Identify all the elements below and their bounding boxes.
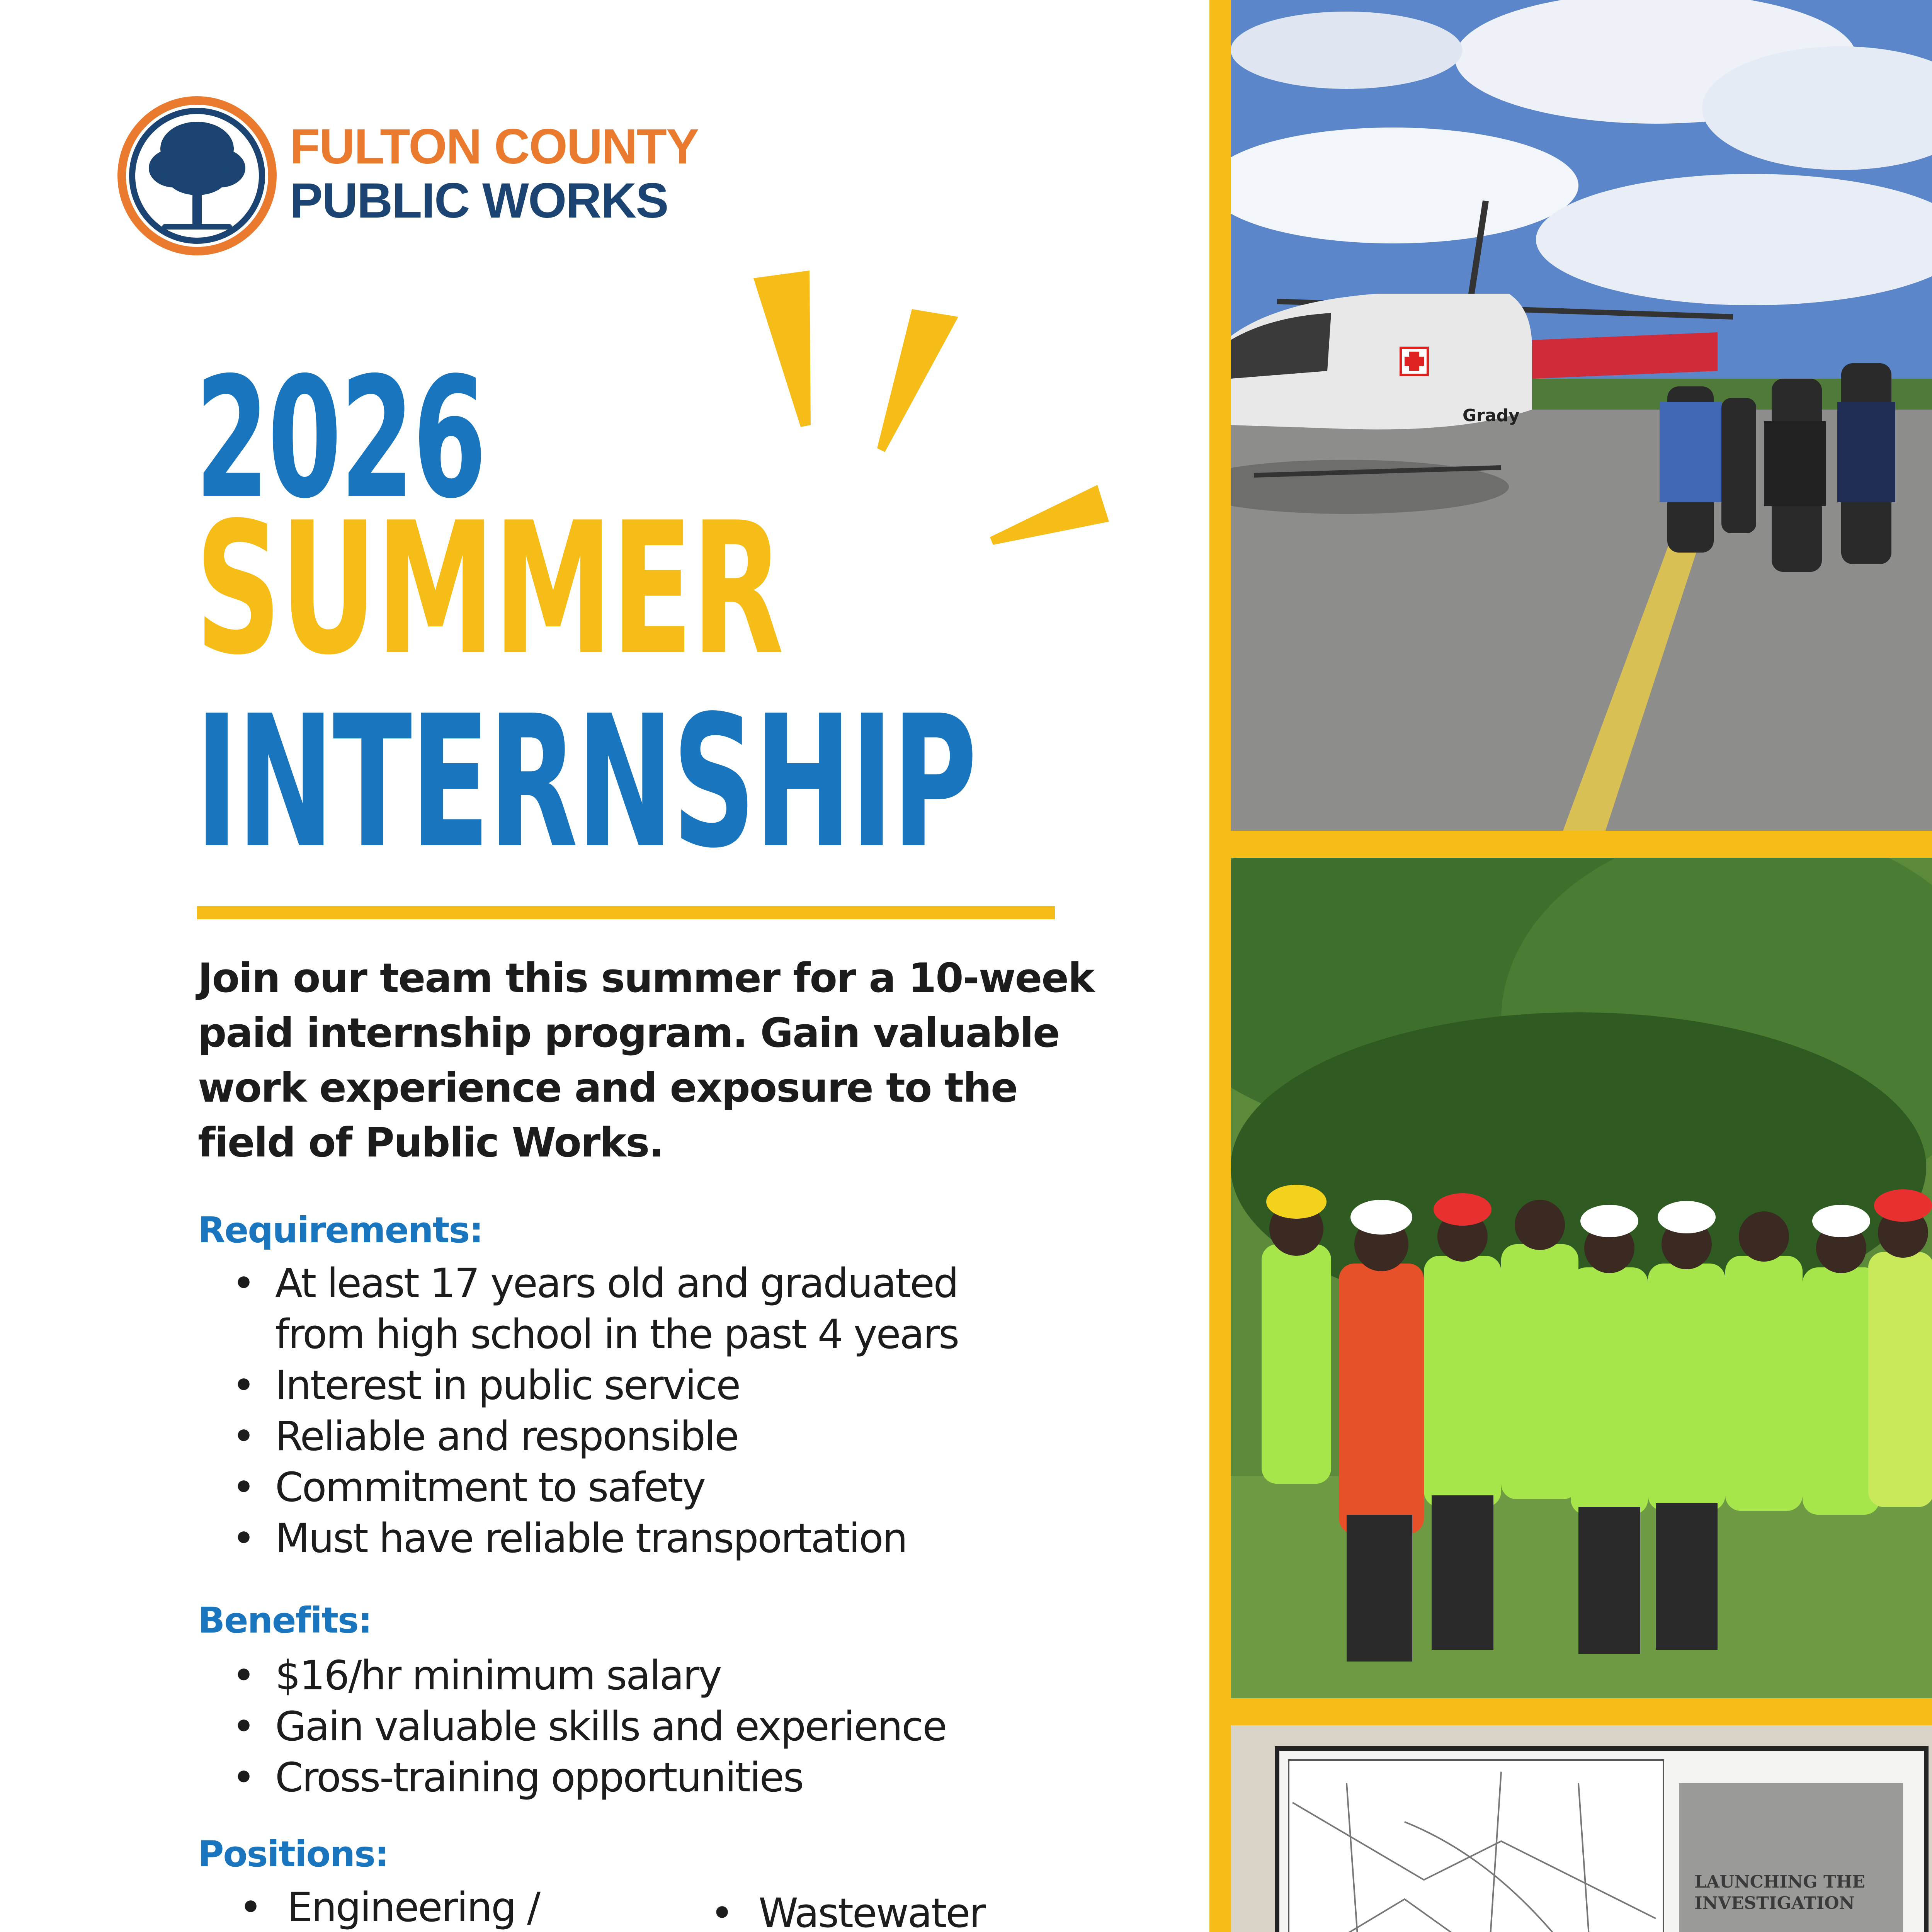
logo-line-1: FULTON COUNTY	[290, 119, 699, 174]
intro-line: work experience and exposure to the	[198, 1064, 1017, 1111]
benefits-heading: Benefits:	[198, 1600, 372, 1641]
list-item: • Interest in public service	[198, 1360, 958, 1411]
benefits-list	[198, 1650, 946, 1803]
positions-heading: Positions:	[198, 1833, 388, 1875]
intro-paragraph	[198, 951, 1137, 1170]
intro-line: field of Public Works.	[198, 1119, 663, 1166]
headline-underline	[197, 906, 1055, 919]
headline-internship: INTERNSHIP	[195, 677, 976, 888]
requirements-heading: Requirements:	[198, 1209, 483, 1251]
list-item: • Must have reliable transportation	[198, 1513, 958, 1564]
requirements-list	[198, 1258, 958, 1564]
positions-list-col-2	[710, 1888, 1088, 1932]
intro-line: paid internship program. Gain valuable	[198, 1009, 1060, 1056]
slide-title-line-2: INVESTIGATION	[1694, 1893, 1855, 1913]
list-item: • $16/hr minimum salary	[198, 1650, 946, 1701]
slide-title-line-1: LAUNCHING THE	[1694, 1872, 1865, 1892]
list-item: • At least 17 years old and graduated from high school in the past 4 years	[198, 1258, 958, 1360]
list-item: • Engineering /	[239, 1882, 633, 1932]
list-item: • Cross-training opportunities	[198, 1752, 946, 1803]
list-item: • Wastewater	[710, 1888, 1088, 1932]
intro-line: Join our team this summer for a 10-week	[198, 954, 1094, 1002]
photo-presentation	[1231, 1725, 1932, 1932]
positions-list-col-1	[239, 1882, 633, 1932]
headline-summer: SUMMER	[195, 483, 782, 695]
photo-helicopter-tour	[1231, 0, 1932, 831]
burst-rays-decoration	[753, 270, 1140, 580]
tree-icon	[116, 95, 278, 257]
headline-year: 2026	[195, 342, 485, 535]
list-item: • Gain valuable skills and experience	[198, 1701, 946, 1752]
photo-intern-group	[1231, 858, 1932, 1698]
fulton-county-logo	[116, 95, 773, 257]
list-item: • Commitment to safety	[198, 1462, 958, 1513]
helicopter-label: Grady	[1463, 406, 1520, 425]
list-item: • Reliable and responsible	[198, 1411, 958, 1462]
logo-wordmark	[290, 120, 698, 228]
logo-line-2: PUBLIC WORKS	[290, 173, 668, 228]
